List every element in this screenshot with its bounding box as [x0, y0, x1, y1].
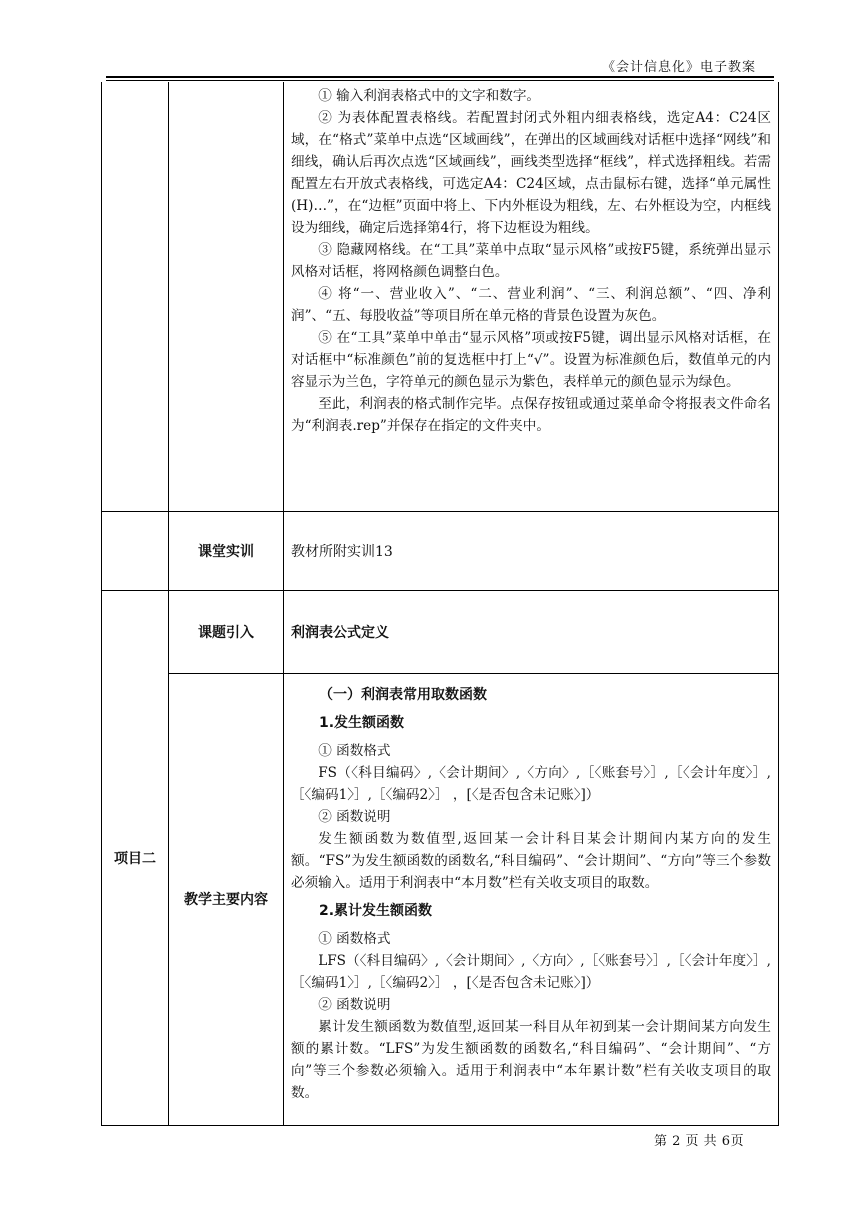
format-text: FS（〈科目编码〉,〈会计期间〉,〈方向〉,［〈账套号〉］,［〈会计年度〉］,［〈编码1〉］,［〈编码2〉］ ，[〈是否包含未记账〉]） [291, 764, 771, 803]
document-header-title: 《会计信息化》电子教案 [601, 60, 756, 75]
format-text: LFS（〈科目编码〉,〈会计期间〉,〈方向〉,［〈账套号〉］,［〈会计年度〉］,［〈编码1〉］,［〈编码2〉］ ，[〈是否包含未记账〉]） [291, 952, 771, 991]
desc-label: ② 函数说明 [318, 808, 391, 825]
header-rule-thin [106, 80, 774, 81]
format-label: ① 函数格式 [318, 930, 391, 947]
intro-value: 利润表公式定义 [291, 624, 389, 641]
project-cell-continued [102, 82, 169, 511]
practice-label: 课堂实训 [169, 511, 284, 590]
practice-value: 教材所附实训13 [291, 543, 393, 560]
desc-text: 发生额函数为数值型,返回某一会计科目某会计期间内某方向的发生额。“FS”为发生额函数的函数名,“科目编码”、“会计期间”、“方向”等三个参数必须输入。适用于利润表中“本月数”栏有关收支项目的取数。 [291, 830, 771, 891]
subsection-title: 1.发生额函数 [319, 714, 405, 731]
header-rule-thick [106, 76, 774, 78]
format-label: ① 函数格式 [318, 742, 391, 759]
steps-content-cell [284, 82, 779, 511]
step-paragraph: 至此，利润表的格式制作完毕。点保存按钮或通过菜单命令将报表文件命名为“利润表.rep”并保存在指定的文件夹中。 [291, 396, 771, 434]
step-paragraph: ④ 将“一、营业收入”、“二、营业利润”、“三、利润总额”、“四、净利润”、“五、每股收益”等项目所在单元格的背景色设置为灰色。 [291, 286, 771, 324]
desc-text: 累计发生额函数为数值型,返回某一科目从年初到某一会计期间某方向发生额的累计数。“LFS”为发生额函数的函数名,“科目编码”、“会计期间”、“方向”等三个参数必须输入。适用于利润表中“本年累计数”栏有关收支项目的取数。 [291, 1018, 771, 1101]
main-content-cell [284, 673, 779, 1125]
subsection-title: 2.累计发生额函数 [319, 902, 433, 919]
project-label: 项目二 [102, 590, 169, 1125]
lesson-plan-table [101, 82, 779, 1126]
intro-label: 课题引入 [169, 590, 284, 673]
step-paragraph: ③ 隐藏网格线。在“工具”菜单中点取“显示风格”或按F5键，系统弹出显示风格对话框，将网格颜色调整白色。 [291, 242, 771, 280]
project-cell-continued [102, 511, 169, 590]
step-paragraph: ⑤ 在“工具”菜单中单击“显示风格”项或按F5键，调出显示风格对话框，在对话框中“标准颜色”前的复选框中打上“√”。设置为标准颜色后，数值单元的内容显示为兰色，字符单元的颜色显示为紫色，表样单元的颜色显示为绿色。 [291, 330, 771, 390]
desc-label: ② 函数说明 [318, 996, 391, 1013]
step-paragraph: ② 为表体配置表格线。若配置封闭式外粗内细表格线，选定A4：C24区域，在“格式”菜单中点选“区域画线”，在弹出的区域画线对话框中选择“网线”和细线，确认后再次点选“区域画线”，画线类型选择“框线”，样式选择粗线。若需配置左右开放式表格线，可选定A4：C24区域，点击鼠标右键，选择“单元属性(H)…”，在“边框”页面中将上、下内外框设为粗线，左、右外框设为空，内框线设为细线，确定后选择第4行，将下边框设为粗线。 [291, 110, 771, 236]
step-paragraph: ① 输入利润表格式中的文字和数字。 [318, 88, 541, 104]
section-heading: （一）利润表常用取数函数 [319, 686, 487, 703]
page-number: 第 2 页 共 6页 [654, 1134, 745, 1149]
label-cell-continued [169, 82, 284, 511]
content-label: 教学主要内容 [169, 673, 284, 1125]
